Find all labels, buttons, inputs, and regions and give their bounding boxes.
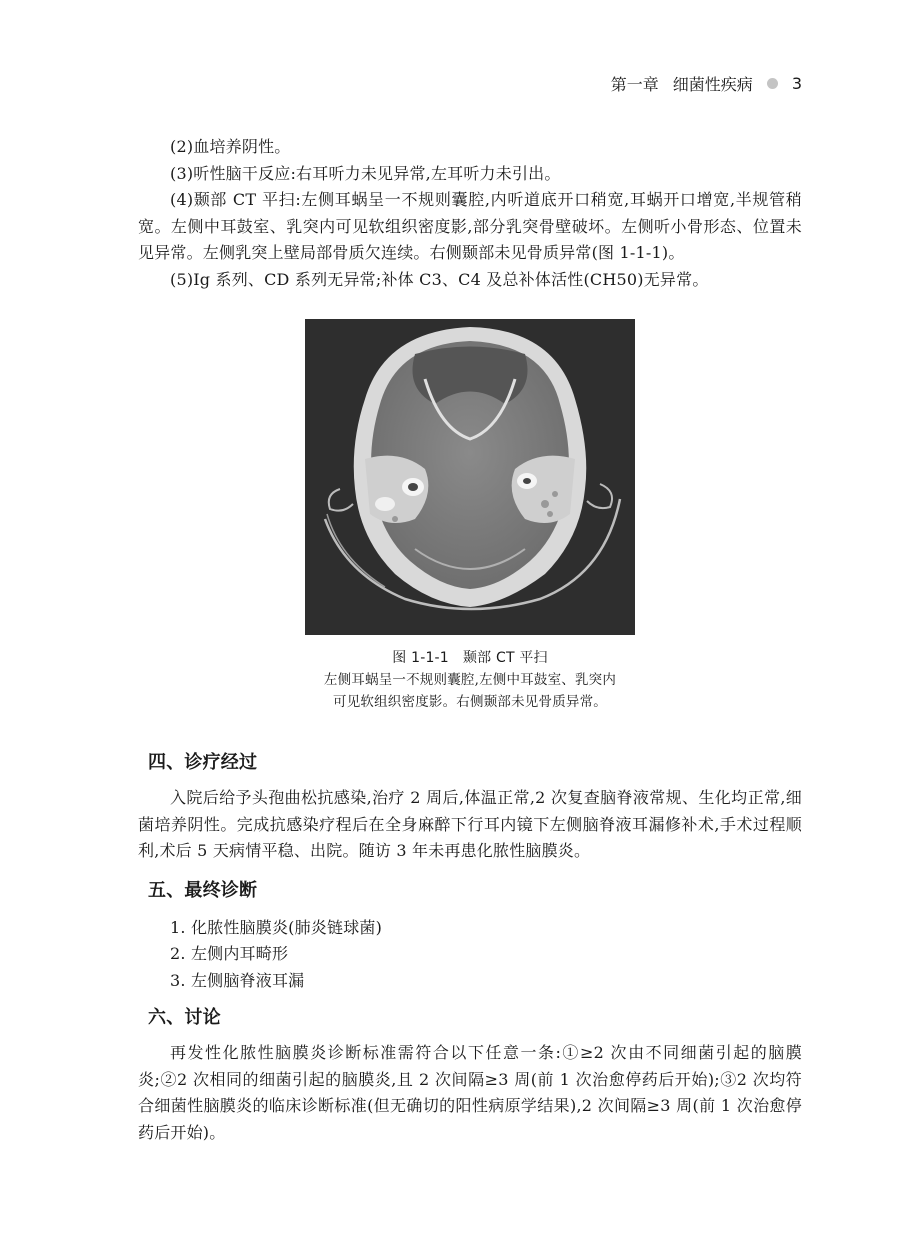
ct-figure [138, 319, 802, 713]
discussion-paragraph: 再发性化脓性脑膜炎诊断标准需符合以下任意一条:①≥2 次由不同细菌引起的脑膜炎;②2 次相同的细菌引起的脑膜炎,且 2 次间隔≥3 周(前 1 次治愈停药后开始);③2 次均符合细菌性脑膜炎的临床诊断标准(但无确切的阳性病原学结果),2 次间隔≥3 周(前 1 次治愈停药后开始)。 [138, 1043, 802, 1142]
chapter-label: 第一章 [610, 75, 659, 94]
section-heading-discussion: 六、讨论 [148, 1007, 221, 1028]
section-heading-diagnosis: 五、最终诊断 [148, 879, 258, 901]
figure-number: 图 1-1-1 [392, 650, 449, 666]
treatment-paragraph: 入院后给予头孢曲松抗感染,治疗 2 周后,体温正常,2 次复查脑脊液常规、生化均正常,细菌培养阴性。完成抗感染疗程后在全身麻醉下行耳内镜下左侧脑脊液耳漏修补术,手术过程顺利,术后 5 天病情平稳、出院。随访 3 年未再患化脓性脑膜炎。 [138, 788, 802, 860]
section-heading-treatment: 四、诊疗经过 [148, 752, 258, 773]
chapter-title: 细菌性疾病 [672, 75, 753, 94]
figure-title [392, 647, 548, 669]
header-dot-icon [767, 78, 778, 89]
ct-scan-image [305, 319, 635, 635]
exam-item-immunology: (5)Ig 系列、CD 系列无异常;补体 C3、C4 及总补体活性(CH50)无异常。 [170, 269, 709, 289]
diagnosis-item: 1. 化脓性脑膜炎(肺炎链球菌) [170, 917, 383, 937]
exam-item-blood-culture: (2)血培养阴性。 [170, 137, 291, 156]
figure-caption-line-1: 左侧耳蜗呈一不规则囊腔,左侧中耳鼓室、乳突内 [323, 672, 617, 688]
diagnosis-item: 3. 左侧脑脊液耳漏 [170, 970, 305, 990]
exam-item-abr: (3)听性脑干反应:右耳听力未见异常,左耳听力未引出。 [170, 163, 561, 183]
diagnosis-item: 2. 左侧内耳畸形 [170, 944, 289, 963]
page-number: 3 [791, 74, 802, 93]
page-content [138, 134, 802, 1146]
figure-title-text: 颞部 CT 平扫 [462, 650, 548, 666]
running-header [611, 72, 802, 95]
figure-caption-line-2: 可见软组织密度影。右侧颞部未见骨质异常。 [333, 694, 607, 710]
exam-item-ct: (4)颞部 CT 平扫:左侧耳蜗呈一不规则囊腔,内听道底开口稍宽,耳蜗开口增宽,半规管稍宽。左侧中耳鼓室、乳突内可见软组织密度影,部分乳突骨壁破坏。左侧听小骨形态、位置未见异常。左侧乳突上壁局部骨质欠连续。右侧颞部未见骨质异常(图 1-1-1)。 [138, 190, 802, 262]
